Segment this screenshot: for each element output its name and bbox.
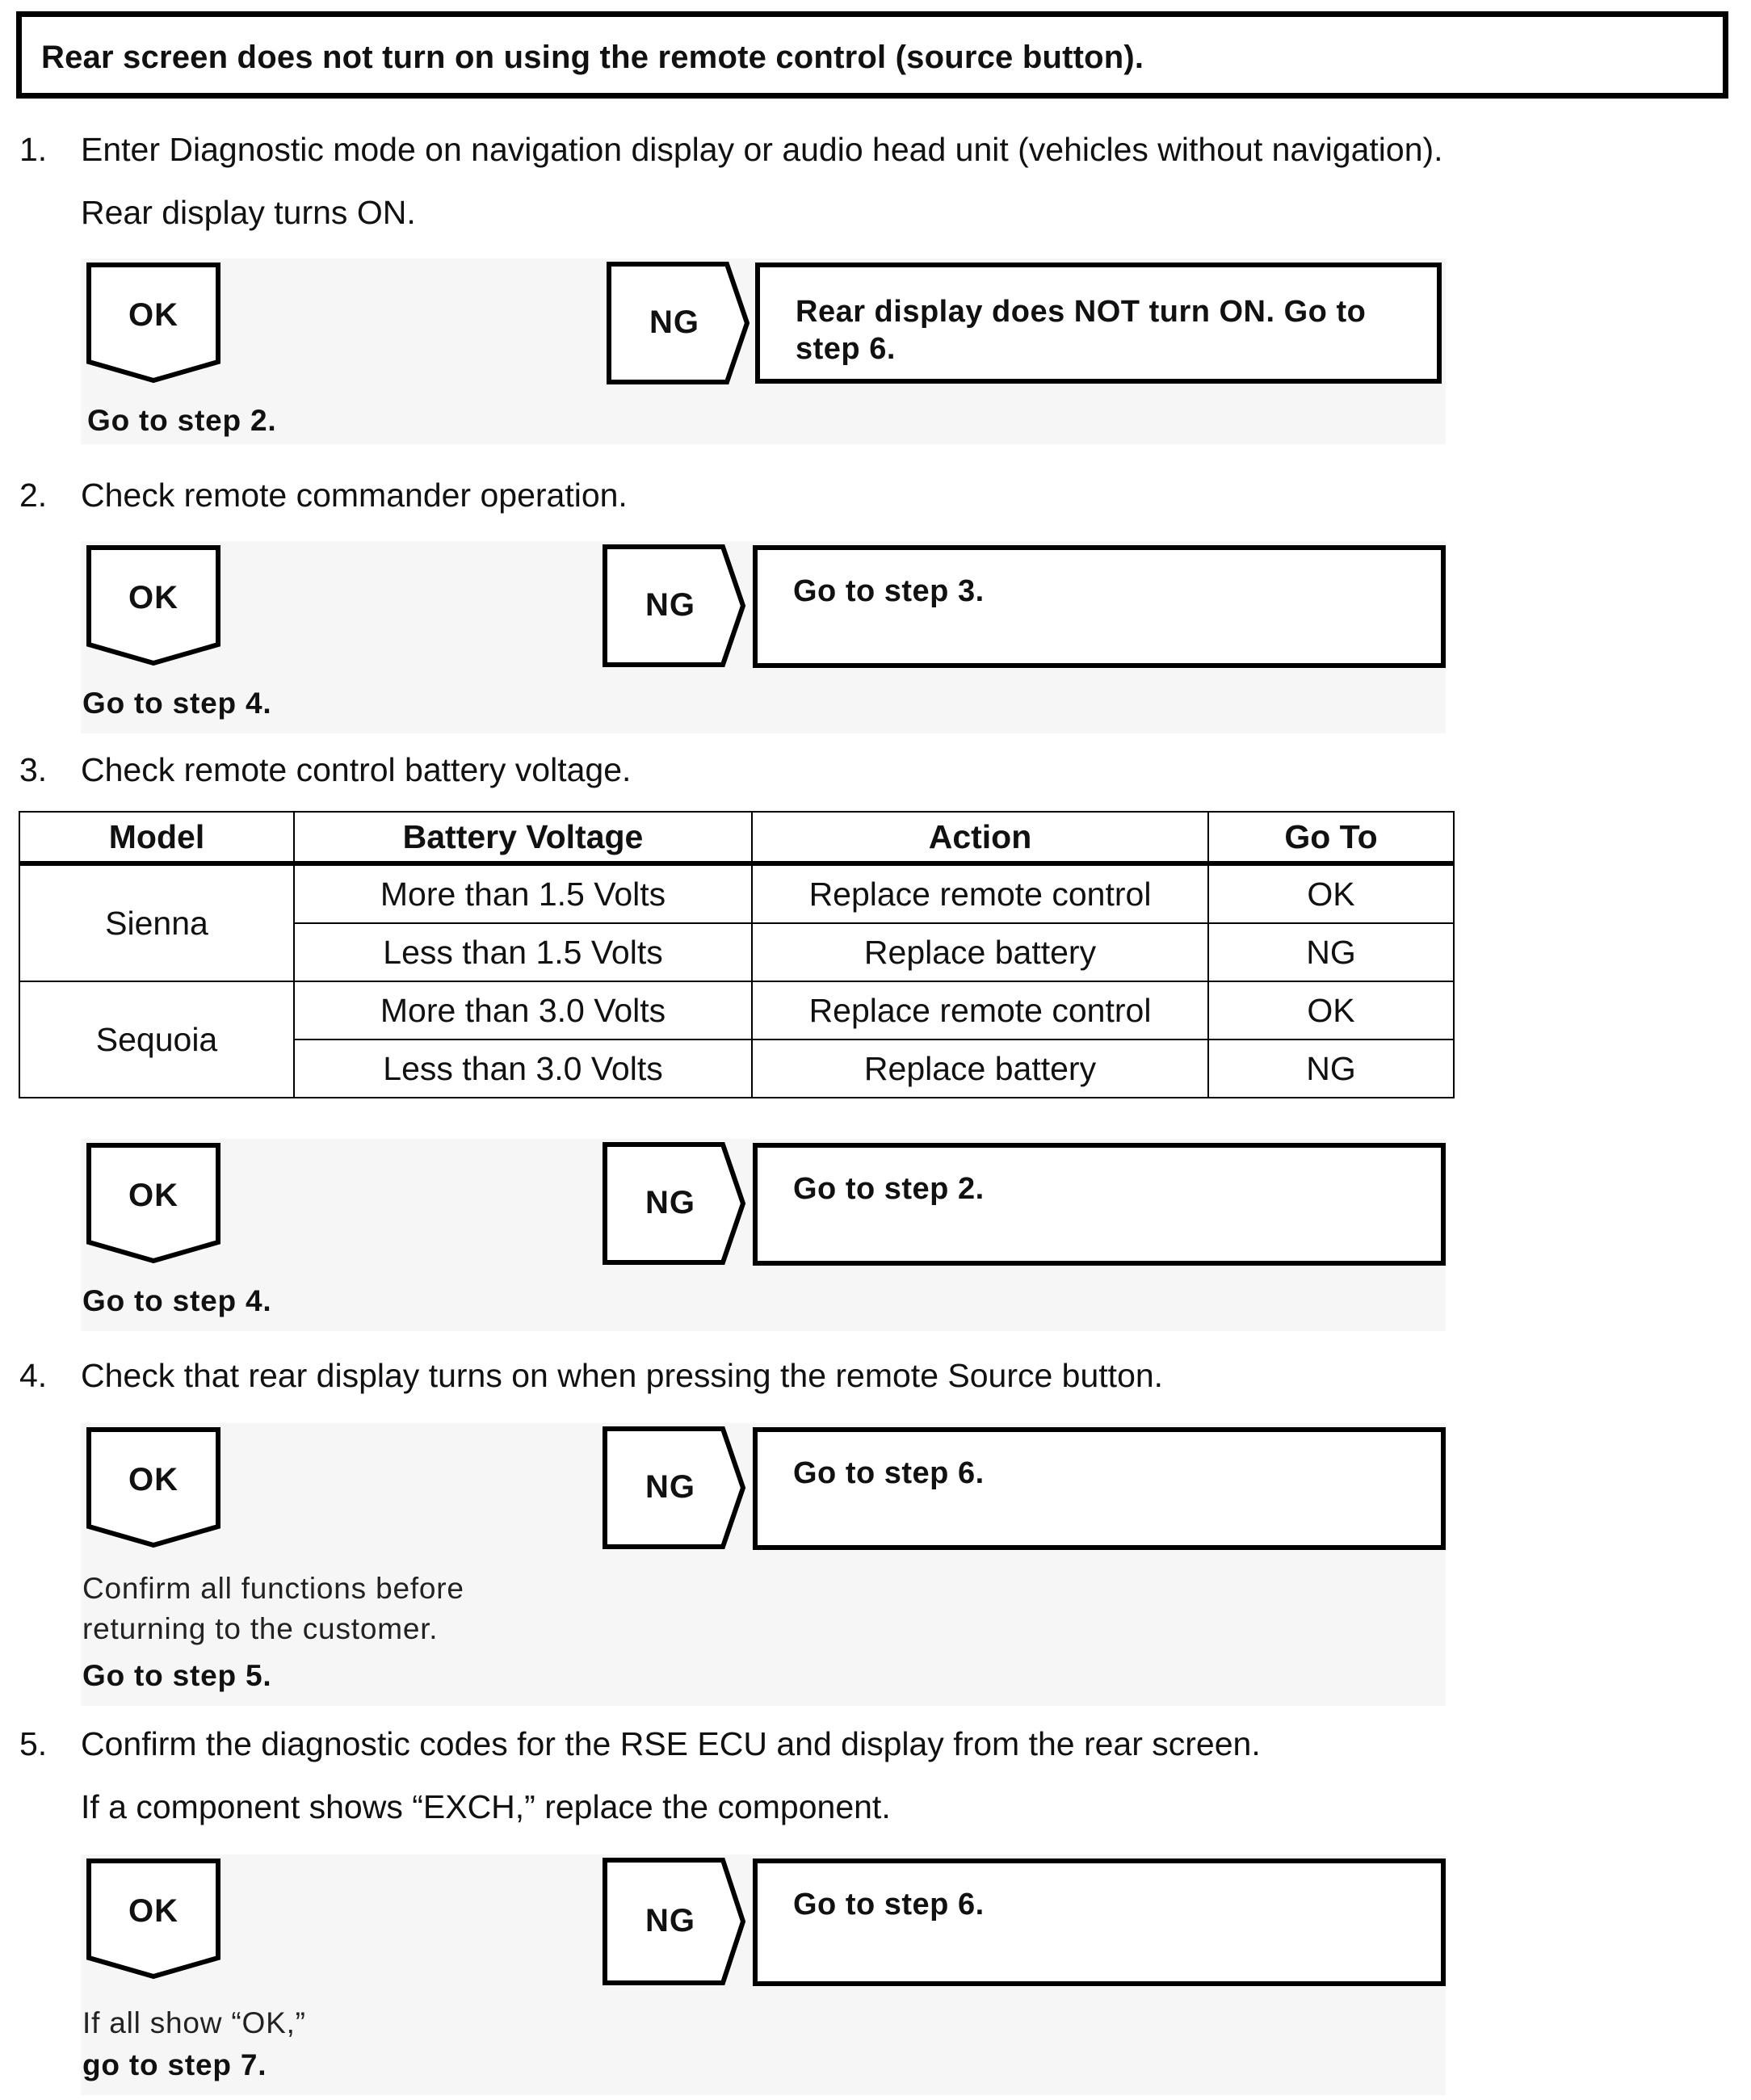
step-3-figure <box>81 1139 1446 1331</box>
ng-label: NG <box>645 1903 695 1938</box>
ok-label: OK <box>128 1178 178 1213</box>
ok-label: OK <box>128 1893 178 1929</box>
ok-label: OK <box>128 1462 178 1497</box>
step-2-text: Check remote commander operation. <box>81 477 628 514</box>
step-5-number: 5. <box>19 1725 48 1762</box>
header-goto: Go To <box>1208 812 1454 863</box>
action-cell: Replace remote control <box>752 981 1208 1040</box>
goto-cell: OK <box>1208 863 1454 923</box>
ng-message-box: Go to step 3. <box>753 545 1446 668</box>
goto-cell: NG <box>1208 1040 1454 1098</box>
step-3-number: 3. <box>19 751 48 788</box>
ok-label: OK <box>128 580 178 615</box>
step-4-number: 4. <box>19 1357 48 1394</box>
voltage-cell: More than 3.0 Volts <box>294 981 752 1040</box>
goto-cell: NG <box>1208 923 1454 981</box>
ng-message-box: Go to step 6. <box>753 1858 1446 1986</box>
model-cell: Sequoia <box>19 981 294 1098</box>
step-1-subtext: Rear display turns ON. <box>81 194 416 231</box>
battery-voltage-table <box>19 811 1455 1098</box>
ok-result-text: go to step 7. <box>82 2048 267 2081</box>
ok-result-text: Go to step 5. <box>82 1659 272 1692</box>
action-cell: Replace battery <box>752 1040 1208 1098</box>
step-4-figure <box>81 1423 1446 1706</box>
step-1-figure <box>81 258 1446 444</box>
step-1-number: 1. <box>19 131 48 168</box>
page-title: Rear screen does not turn on using the remote control (source button). <box>41 40 1144 75</box>
ok-result-text: Go to step 4. <box>82 1284 272 1317</box>
step-5-text: Confirm the diagnostic codes for the RSE ECU and display from the rear screen. <box>81 1725 1261 1762</box>
header-model: Model <box>19 812 294 863</box>
table-header-row <box>19 812 1454 863</box>
step-2-figure <box>81 541 1446 733</box>
voltage-cell: Less than 3.0 Volts <box>294 1040 752 1098</box>
step-5-subtext: If a component shows “EXCH,” replace the component. <box>81 1788 891 1825</box>
ok-note-line-1: If all show “OK,” <box>82 2006 306 2039</box>
step-4-text: Check that rear display turns on when pressing the remote Source button. <box>81 1357 1164 1394</box>
goto-cell: OK <box>1208 981 1454 1040</box>
ng-label: NG <box>645 1469 695 1505</box>
ng-message-box: Go to step 2. <box>753 1143 1446 1266</box>
ng-label: NG <box>645 1185 695 1220</box>
ok-note-line-2: returning to the customer. <box>82 1612 439 1645</box>
voltage-cell: Less than 1.5 Volts <box>294 923 752 981</box>
step-5-figure <box>81 1854 1446 2095</box>
ok-note-line-1: Confirm all functions before <box>82 1572 464 1605</box>
table-row <box>19 981 1454 1040</box>
step-1-text: Enter Diagnostic mode on navigation display or audio head unit (vehicles without navigation). <box>81 131 1443 168</box>
header-action: Action <box>752 812 1208 863</box>
action-cell: Replace battery <box>752 923 1208 981</box>
ng-label: NG <box>649 304 699 340</box>
ok-result-text: Go to step 4. <box>82 687 272 720</box>
ng-message-box: Rear display does NOT turn ON. Go to step 6. <box>755 262 1442 384</box>
step-2-number: 2. <box>19 477 48 514</box>
title-box <box>16 11 1728 99</box>
model-cell: Sienna <box>19 863 294 981</box>
ok-label: OK <box>128 297 178 333</box>
voltage-cell: More than 1.5 Volts <box>294 863 752 923</box>
action-cell: Replace remote control <box>752 863 1208 923</box>
ng-message-box: Go to step 6. <box>753 1427 1446 1550</box>
step-3-text: Check remote control battery voltage. <box>81 751 632 788</box>
table-row <box>19 863 1454 923</box>
ok-result-text: Go to step 2. <box>87 404 277 437</box>
header-voltage: Battery Voltage <box>294 812 752 863</box>
ng-label: NG <box>645 587 695 623</box>
